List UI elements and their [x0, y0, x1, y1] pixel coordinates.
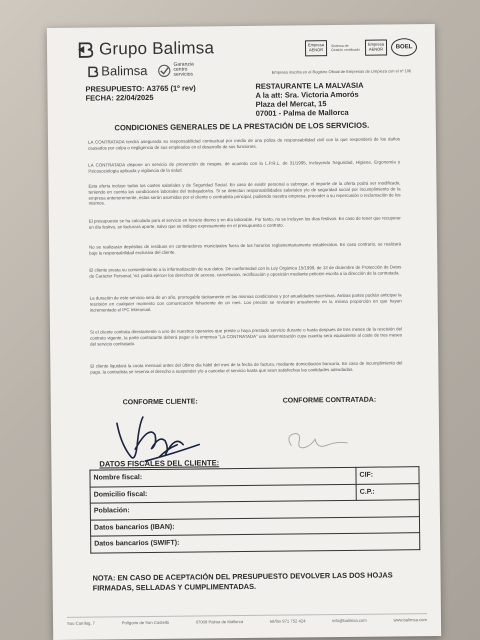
- quote-date: FECHA: 22/04/2025: [85, 92, 154, 103]
- client-signature-label: CONFORME CLIENTE:: [122, 398, 198, 407]
- quote-number: PRESUPUESTO: A3765 (1º rev): [85, 83, 196, 94]
- condition-risk-prevention: LA CONTRATADA dispone un servicio de prevención de riesgos, de acuerdo con la L.P.R.L. de 31/1995, incluyendo Seguridad, Higiene, Ergonomía y Psicosociología aplicada y vigilancia de la salud.: [88, 159, 401, 174]
- brand-name: Grupo Balimsa: [98, 38, 215, 59]
- contracted-signature: [281, 425, 353, 456]
- contracted-signature-label: CONFORME CONTRATADA:: [282, 396, 377, 405]
- recipient-attn: A la att: Sra. Victoria Amorós: [255, 89, 359, 100]
- garanzia-line-3: servicios: [173, 71, 194, 78]
- garanzia-check-icon: [157, 63, 171, 77]
- quote-info: [85, 83, 195, 102]
- sub-brand-name: Balimsa: [101, 62, 148, 79]
- town-field[interactable]: Población:: [90, 500, 419, 520]
- condition-waste: No se realizarán depósitos de residuos en contenedores municipales fuera de los horarios reglamentariamente establecidos. En caso contrario, se realizará bajo la responsabilidad exclusiva del cliente.: [89, 241, 402, 256]
- garanzia-logo: [157, 63, 193, 78]
- footer-phone: tel/fax 971 752 424: [269, 618, 306, 624]
- fiscal-data-title: DATOS FISCALES DEL CLIENTE:: [99, 458, 220, 469]
- acceptance-note: NOTA: EN CASO DE ACEPTACIÓN DEL PRESUPUESTO DEVOLVER LAS DOS HOJAS FIRMADAS, SELLADAS Y CUMPLIMENTADAS.: [92, 570, 393, 593]
- cert-badge-2: Empresa AENOR: [365, 39, 387, 55]
- cert-badge-1: Empresa AENOR: [305, 40, 327, 56]
- footer-web: www.balimsa.com: [393, 617, 428, 623]
- fiscal-data-form: [89, 466, 420, 553]
- certifications: [305, 38, 417, 57]
- brand-logo: [77, 38, 214, 59]
- registry-text: Empresa inscrita en el Registro Oficial de Empresas de Limpieza con el nº 106: [271, 68, 412, 75]
- condition-liability: LA CONTRATADA tendrá asegurada su responsabilidad contractual por medio de una póliza de responsabilidad civil con la que responderá de los daños causados por culpa o negligencia de sus empleados en el desarrollo de sus funciones.: [87, 136, 401, 151]
- footer-email: info@balimsa.com: [332, 617, 367, 624]
- postal-code-field[interactable]: C.P.:: [356, 483, 419, 500]
- fiscal-address-field[interactable]: Domicilio fiscal:: [90, 484, 356, 503]
- footer-street: Sou Carrilag, 7: [67, 620, 96, 626]
- condition-salary-costs: Esta oferta incluye todos los costes salariales y de Seguridad Social. En caso de existir personal a subrogar, el importe de la oferta podrá ser modificado, teniendo en cuenta las condiciones laborales del trabajador/es. Si se detectan responsabilidades salariales y/o de seguridad social por incumplimiento de la empresa anterioremente, éstas serán asumidas por el cliente o contratista principal, pudiendo nuestra empresa, proceder a su repercusión o reclamación de los mismos.: [88, 180, 401, 207]
- balimsa-mini-icon: [87, 65, 99, 77]
- footer-city: 07009 Palma de Mallorca: [195, 619, 244, 625]
- document-sheet: [47, 24, 441, 640]
- condition-employee-hiring: Si el cliente contrata directamente a uno de nuestros operarios que preste o haya prestado servicio durante o hasta después de tres meses de la rescisión del contrato vigente, la parte contratante deberá pagar a la empresa "LA CONTRATADA" una indemnización cuya cuantía será equivalente al coste de tres meses del servicio contratado.: [89, 326, 403, 347]
- recipient-block: [255, 81, 363, 118]
- iban-field[interactable]: Datos bancarios (IBAN):: [90, 516, 419, 536]
- fiscal-name-field[interactable]: Nombre fiscal:: [90, 467, 356, 486]
- recipient-city: 07001 - Palma de Mallorca: [255, 107, 349, 118]
- balimsa-sub-logo: [87, 63, 147, 79]
- sub-logos: [87, 63, 194, 79]
- page-footer: [67, 613, 427, 626]
- garanzia-line-2: centro: [173, 66, 188, 73]
- balimsa-logo-icon: [77, 41, 95, 59]
- footer-area: Polígono de Son Castelló: [121, 619, 169, 626]
- conditions-title: CONDICIONES GENERALES DE LA PRESTACIÓN DE LOS SERVICIOS.: [114, 120, 370, 133]
- condition-schedule: El presupuesto se ha calculado para el servicio en horario diurno y en día laborable. Por tanto, no se incluyen los días festivos. En caso de tener que recuperar un día festivo, se facturará aparte, salvo que se indique expresamente en el presupuesto o contrato.: [88, 215, 401, 230]
- garanzia-line-1: Garanzia: [173, 61, 194, 68]
- swift-field[interactable]: Datos bancarios (SWIFT):: [91, 533, 420, 553]
- condition-duration: La duración de este servicio será de un año, prorrogable tácitamente en las mismas condiciones y por anualidades sucesivas. Ambas partes podrán anticipar la rescisión en cualquier momento con comunicación fehaciente de un mes. Los precios se revisarán anualmente en la misma proporción en que hayan incrementado el IPC Interanual.: [89, 292, 402, 313]
- cert-desc-1: Sistema de Gestión certificado: [330, 43, 361, 53]
- cif-field[interactable]: CIF:: [356, 467, 419, 484]
- condition-payment: El cliente liquidará la cuota mensual antes del último día hábil del mes de la fecha de factura, mediante domiciliación bancaria. En caso de incumplimiento del pago, la contratista se reserva el derecho a suspender y/o a cancelar el servicio hasta que sean satisfechas las cantidades adeudadas.: [90, 360, 403, 375]
- recipient-name: RESTAURANTE LA MALVASIA: [255, 80, 364, 91]
- boel-badge: BOEL: [391, 38, 417, 56]
- condition-data-protection: El cliente presta su consentimiento a la informatización de sus datos. De conformidad con la Ley Orgánica 15/1999, de 13 de diciembre de Protección de Datos de Carácter Personal, Vd. podrá ejercer los derechos de acceso, cancelación, rectificación y oposición mediante petición escrita a la dirección de la contratada.: [89, 264, 402, 279]
- recipient-street: Plaza del Mercat, 15: [255, 99, 327, 109]
- form-row: [91, 533, 420, 553]
